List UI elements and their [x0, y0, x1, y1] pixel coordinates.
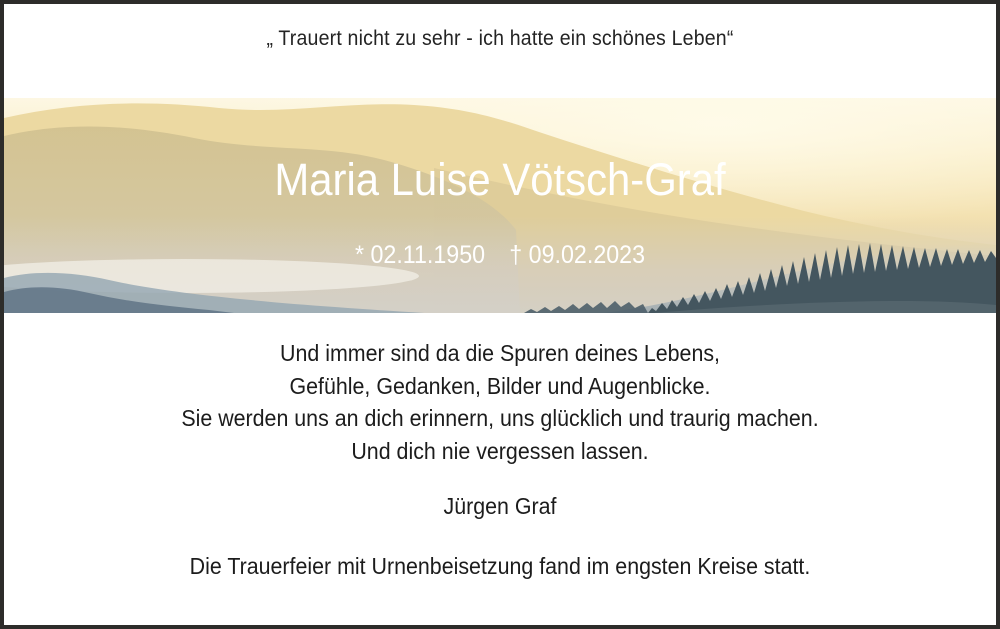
verse-line: Gefühle, Gedanken, Bilder und Augenblicke. — [289, 372, 711, 399]
verse-line: Und immer sind da die Spuren deines Lebens, — [280, 340, 720, 366]
landscape-photo — [4, 98, 996, 313]
birth-date: * 02.11.1950 — [354, 241, 486, 269]
memorial-verse — [39, 337, 962, 467]
verse-line: Und dich nie vergessen lassen. — [351, 437, 649, 464]
mourner-signature: Jürgen Graf — [443, 493, 557, 519]
funeral-notice: Die Trauerfeier mit Urnenbeisetzung fand im engsten Kreise statt. — [189, 553, 811, 579]
life-dates — [39, 241, 962, 270]
verse-line: Sie werden uns an dich erinnern, uns glücklich und traurig machen. — [181, 405, 819, 431]
deceased-name: Maria Luise Vötsch-Graf — [274, 154, 726, 205]
epigraph-quote: „ Trauert nicht zu sehr - ich hatte ein schönes Leben“ — [266, 27, 734, 50]
death-date: † 09.02.2023 — [509, 241, 646, 269]
mountain-landscape-graphic — [4, 98, 996, 313]
